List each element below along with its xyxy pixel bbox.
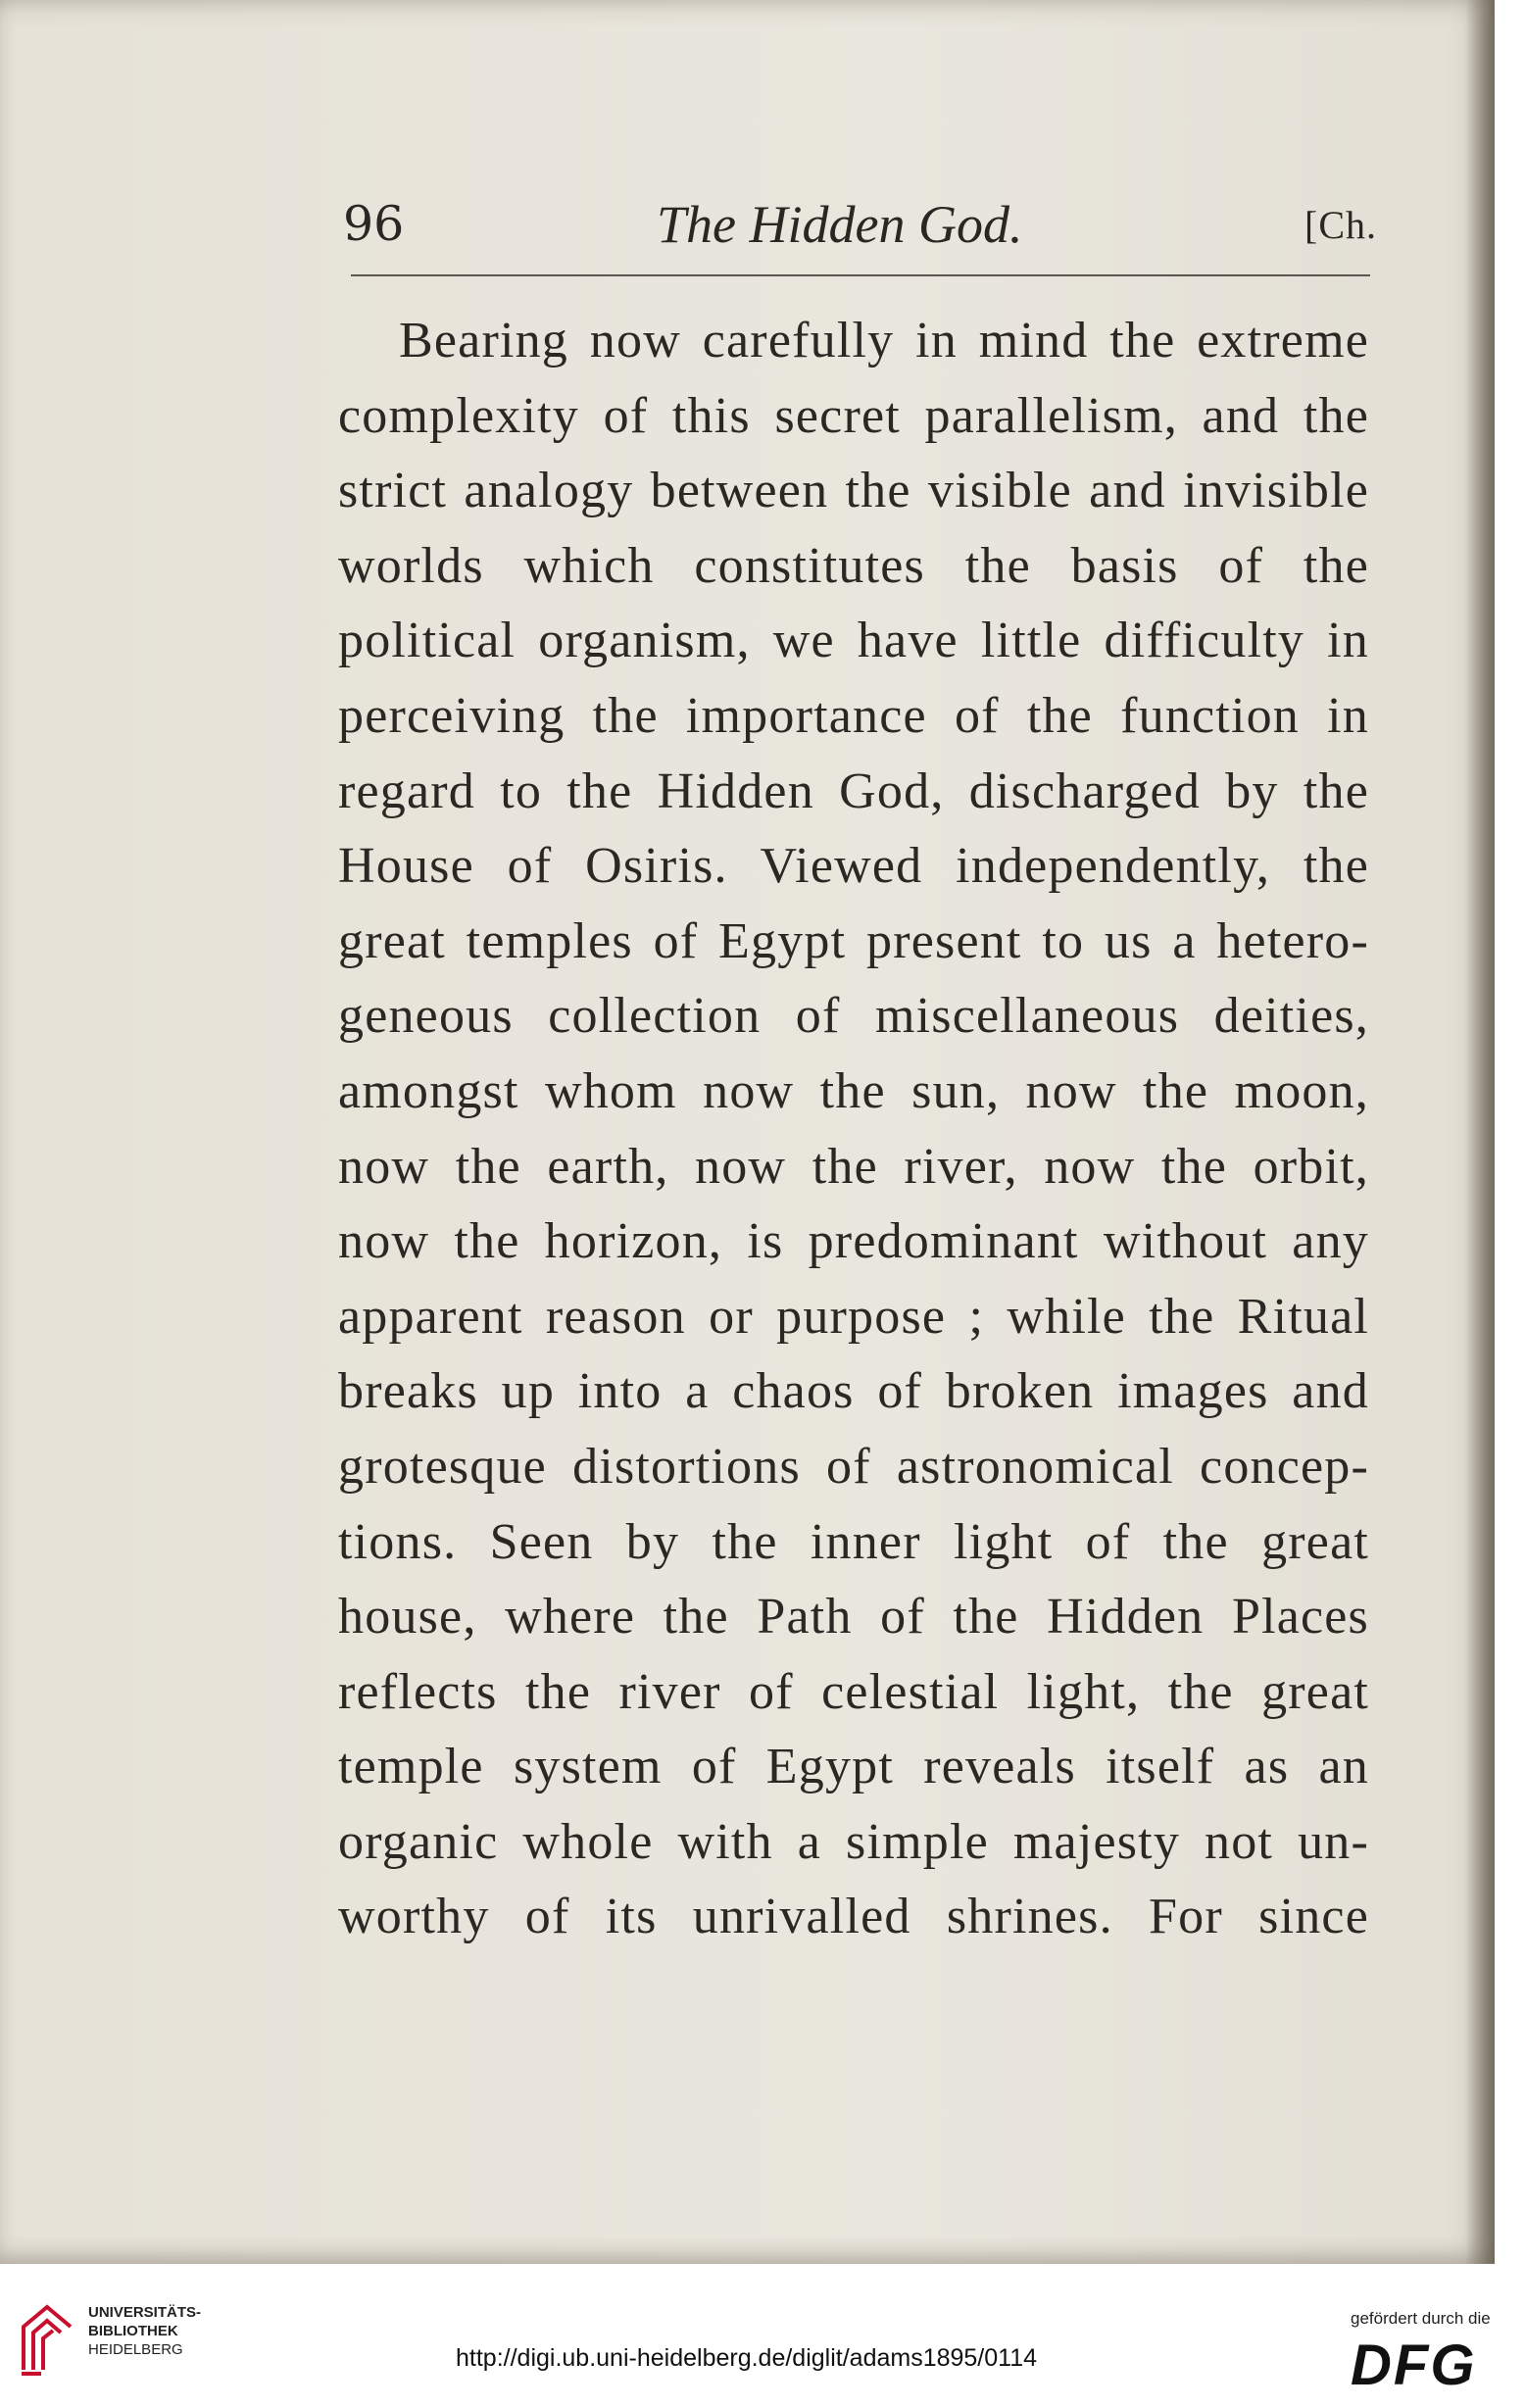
dfg-logo: DFG [1351, 2334, 1477, 2397]
text-line: breaks up into a chaos of broken images and [338, 1363, 1369, 1420]
text-line: geneous collection of miscellaneous deities, [338, 988, 1369, 1045]
permalink-url[interactable]: http://digi.ub.uni-heidelberg.de/diglit/adams1895/0114 [456, 2344, 1038, 2372]
page-number: 96 [343, 196, 405, 252]
text-line: complexity of this secret parallelism, and the [338, 387, 1369, 444]
text-line: organic whole with a simple majesty not un- [338, 1813, 1369, 1870]
text-line: political organism, we have little difficulty in [338, 613, 1369, 669]
funding-note: gefördert durch die [1351, 2309, 1491, 2328]
library-name-line: BIBLIOTHEK [88, 2323, 178, 2339]
university-library-logo-icon [18, 2301, 78, 2378]
text-line: now the earth, now the river, now the orbit, [338, 1138, 1369, 1195]
running-head [343, 196, 1377, 265]
library-name-line: HEIDELBERG [88, 2341, 183, 2358]
text-line: strict analogy between the visible and invisible [338, 463, 1369, 519]
body-text [338, 304, 1369, 1955]
page-gutter-shadow [1465, 0, 1495, 2264]
running-title: The Hidden God. [657, 195, 1023, 254]
text-line: temple system of Egypt reveals itself as an [338, 1739, 1369, 1795]
text-line: tions. Seen by the inner light of the great [338, 1513, 1369, 1570]
text-line: perceiving the importance of the function in [338, 687, 1369, 744]
text-line: reflects the river of celestial light, the great [338, 1663, 1369, 1720]
text-line: house, where the Path of the Hidden Places [338, 1589, 1369, 1646]
text-line: worthy of its unrivalled shrines. For since [338, 1889, 1369, 1945]
header-rule [351, 274, 1370, 276]
chapter-mark: [Ch. [1304, 203, 1377, 247]
text-line: amongst whom now the sun, now the moon, [338, 1062, 1369, 1119]
text-line: Bearing now carefully in mind the extreme [399, 313, 1369, 369]
text-line: House of Osiris. Viewed independently, the [338, 838, 1369, 895]
library-name [88, 2303, 201, 2359]
digitization-footer [0, 2264, 1525, 2408]
text-line: great temples of Egypt present to us a hetero- [338, 912, 1369, 969]
text-line: apparent reason or purpose ; while the Ritual [338, 1288, 1369, 1345]
text-line: now the horizon, is predominant without any [338, 1213, 1369, 1270]
text-line: grotesque distortions of astronomical concep- [338, 1438, 1369, 1495]
text-line: regard to the Hidden God, discharged by the [338, 762, 1369, 819]
library-name-line: UNIVERSITÄTS- [88, 2304, 202, 2321]
text-line: worlds which constitutes the basis of the [338, 537, 1369, 594]
